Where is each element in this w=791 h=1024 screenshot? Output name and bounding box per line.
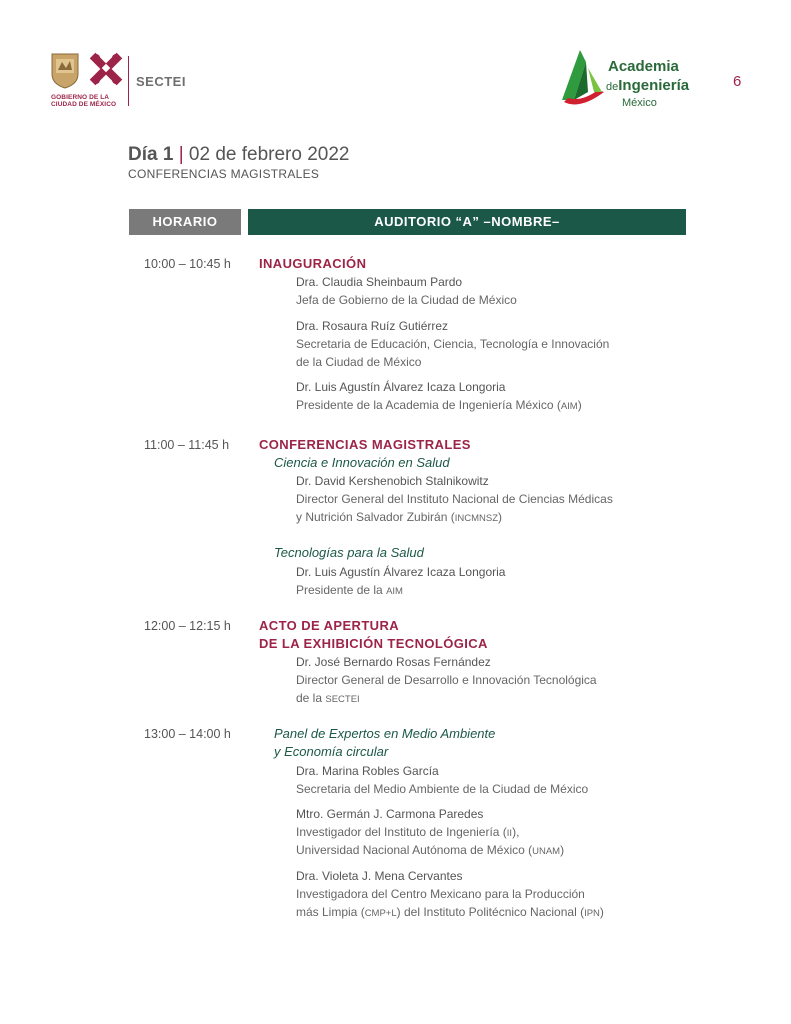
day-separator: | (178, 144, 184, 165)
speaker-name: Dra. Violeta J. Mena Cervantes (296, 869, 463, 883)
role-abbr: INCMNSZ (454, 513, 499, 524)
speaker-role (296, 396, 582, 416)
time-slot-1: 10:00 – 10:45 h (144, 257, 231, 271)
speaker-role: Director General de Desarrollo e Innovación Tecnológica (296, 673, 597, 687)
session-title-apertura-2: DE LA EXHIBICIÓN TECNOLÓGICA (259, 636, 488, 651)
session-topic: Ciencia e Innovación en Salud (274, 455, 450, 470)
day-label: Día 1 (128, 144, 174, 165)
role-text: ) del Instituto Politécnico Nacional ( (396, 905, 585, 919)
aim-de: de (606, 81, 619, 93)
role-text: ) (498, 510, 503, 524)
day-subtitle: CONFERENCIAS MAGISTRALES (128, 167, 320, 181)
speaker-name: Dra. Marina Robles García (296, 764, 439, 778)
role-abbr: CMP+L (364, 908, 397, 919)
gov-wordmark (51, 94, 116, 108)
time-slot-2: 11:00 – 11:45 h (144, 438, 230, 452)
session-title-inauguracion: INAUGURACIÓN (259, 256, 367, 271)
role-text: Presidente de la Academia de Ingeniería México ( (296, 398, 561, 412)
role-text: y Nutrición Salvador Zubirán ( (296, 510, 455, 524)
role-text: ) (599, 905, 604, 919)
role-abbr: AIM (386, 586, 403, 597)
session-topic-2: y Economía circular (274, 744, 389, 759)
speaker-name: Dr. David Kershenobich Stalnikowitz (296, 474, 489, 488)
role-text: ) (560, 843, 565, 857)
speaker-role (296, 903, 604, 923)
speaker-name: Dra. Rosaura Ruíz Gutiérrez (296, 319, 449, 333)
speaker-role (296, 823, 519, 843)
time-slot-3: 12:00 – 12:15 h (144, 619, 231, 633)
day-date: 02 de febrero 2022 (188, 144, 350, 165)
aim-wordmark-line2 (606, 77, 689, 94)
speaker-role: de la Ciudad de México (296, 355, 422, 369)
cdmx-symbol-icon (90, 53, 123, 86)
speaker-name: Dr. Luis Agustín Álvarez Icaza Longoria (296, 565, 506, 579)
role-abbr: UNAM (532, 846, 561, 857)
role-text: más Limpia ( (296, 905, 365, 919)
time-slot-4: 13:00 – 14:00 h (144, 727, 231, 741)
speaker-role: Secretaria de Educación, Ciencia, Tecnología e Innovación (296, 337, 610, 351)
role-abbr: II (506, 828, 513, 839)
aim-ingenieria: Ingeniería (618, 77, 690, 94)
speaker-role: Jefa de Gobierno de la Ciudad de México (296, 293, 517, 307)
session-title-conferencias: CONFERENCIAS MAGISTRALES (259, 437, 471, 452)
gov-line-1: GOBIERNO DE LA (51, 94, 110, 101)
role-text: ), (512, 825, 520, 839)
sectei-wordmark: SECTEI (136, 74, 186, 89)
column-header-room: AUDITORIO “A” –NOMBRE– (248, 209, 686, 235)
gov-line-2: CIUDAD DE MÉXICO (51, 101, 117, 108)
page-number: 6 (733, 73, 742, 90)
role-text: Investigador del Instituto de Ingeniería ( (296, 825, 507, 839)
session-topic: Tecnologías para la Salud (274, 545, 424, 560)
speaker-role: Secretaria del Medio Ambiente de la Ciudad de México (296, 782, 589, 796)
speaker-role: Director General del Instituto Nacional de Ciencias Médicas (296, 492, 613, 506)
speaker-name: Dra. Claudia Sheinbaum Pardo (296, 275, 463, 289)
speaker-role (296, 841, 564, 861)
speaker-role: Investigadora del Centro Mexicano para la Producción (296, 887, 585, 901)
aim-logo-icon (558, 48, 608, 108)
role-text: ) (577, 398, 582, 412)
role-abbr: SECTEI (325, 694, 360, 705)
role-abbr: IPN (584, 908, 600, 919)
column-header-time: HORARIO (129, 209, 241, 235)
aim-wordmark-line3: México (622, 97, 657, 109)
day-heading (128, 144, 350, 166)
role-text: Universidad Nacional Autónoma de México ( (296, 843, 533, 857)
role-abbr: AIM (560, 401, 578, 412)
session-topic: Panel de Expertos en Medio Ambiente (274, 726, 496, 741)
aim-wordmark-line1: Academia (608, 58, 679, 75)
role-text: Presidente de la (296, 583, 387, 597)
shield-icon (52, 54, 78, 88)
session-title-apertura: ACTO DE APERTURA (259, 618, 400, 633)
speaker-name: Dr. Luis Agustín Álvarez Icaza Longoria (296, 380, 506, 394)
role-text: de la (296, 691, 326, 705)
speaker-name: Dr. José Bernardo Rosas Fernández (296, 655, 491, 669)
header-divider (128, 56, 129, 106)
speaker-role (296, 508, 502, 528)
speaker-role (296, 689, 360, 709)
speaker-name: Mtro. Germán J. Carmona Paredes (296, 807, 484, 821)
speaker-role (296, 581, 403, 601)
